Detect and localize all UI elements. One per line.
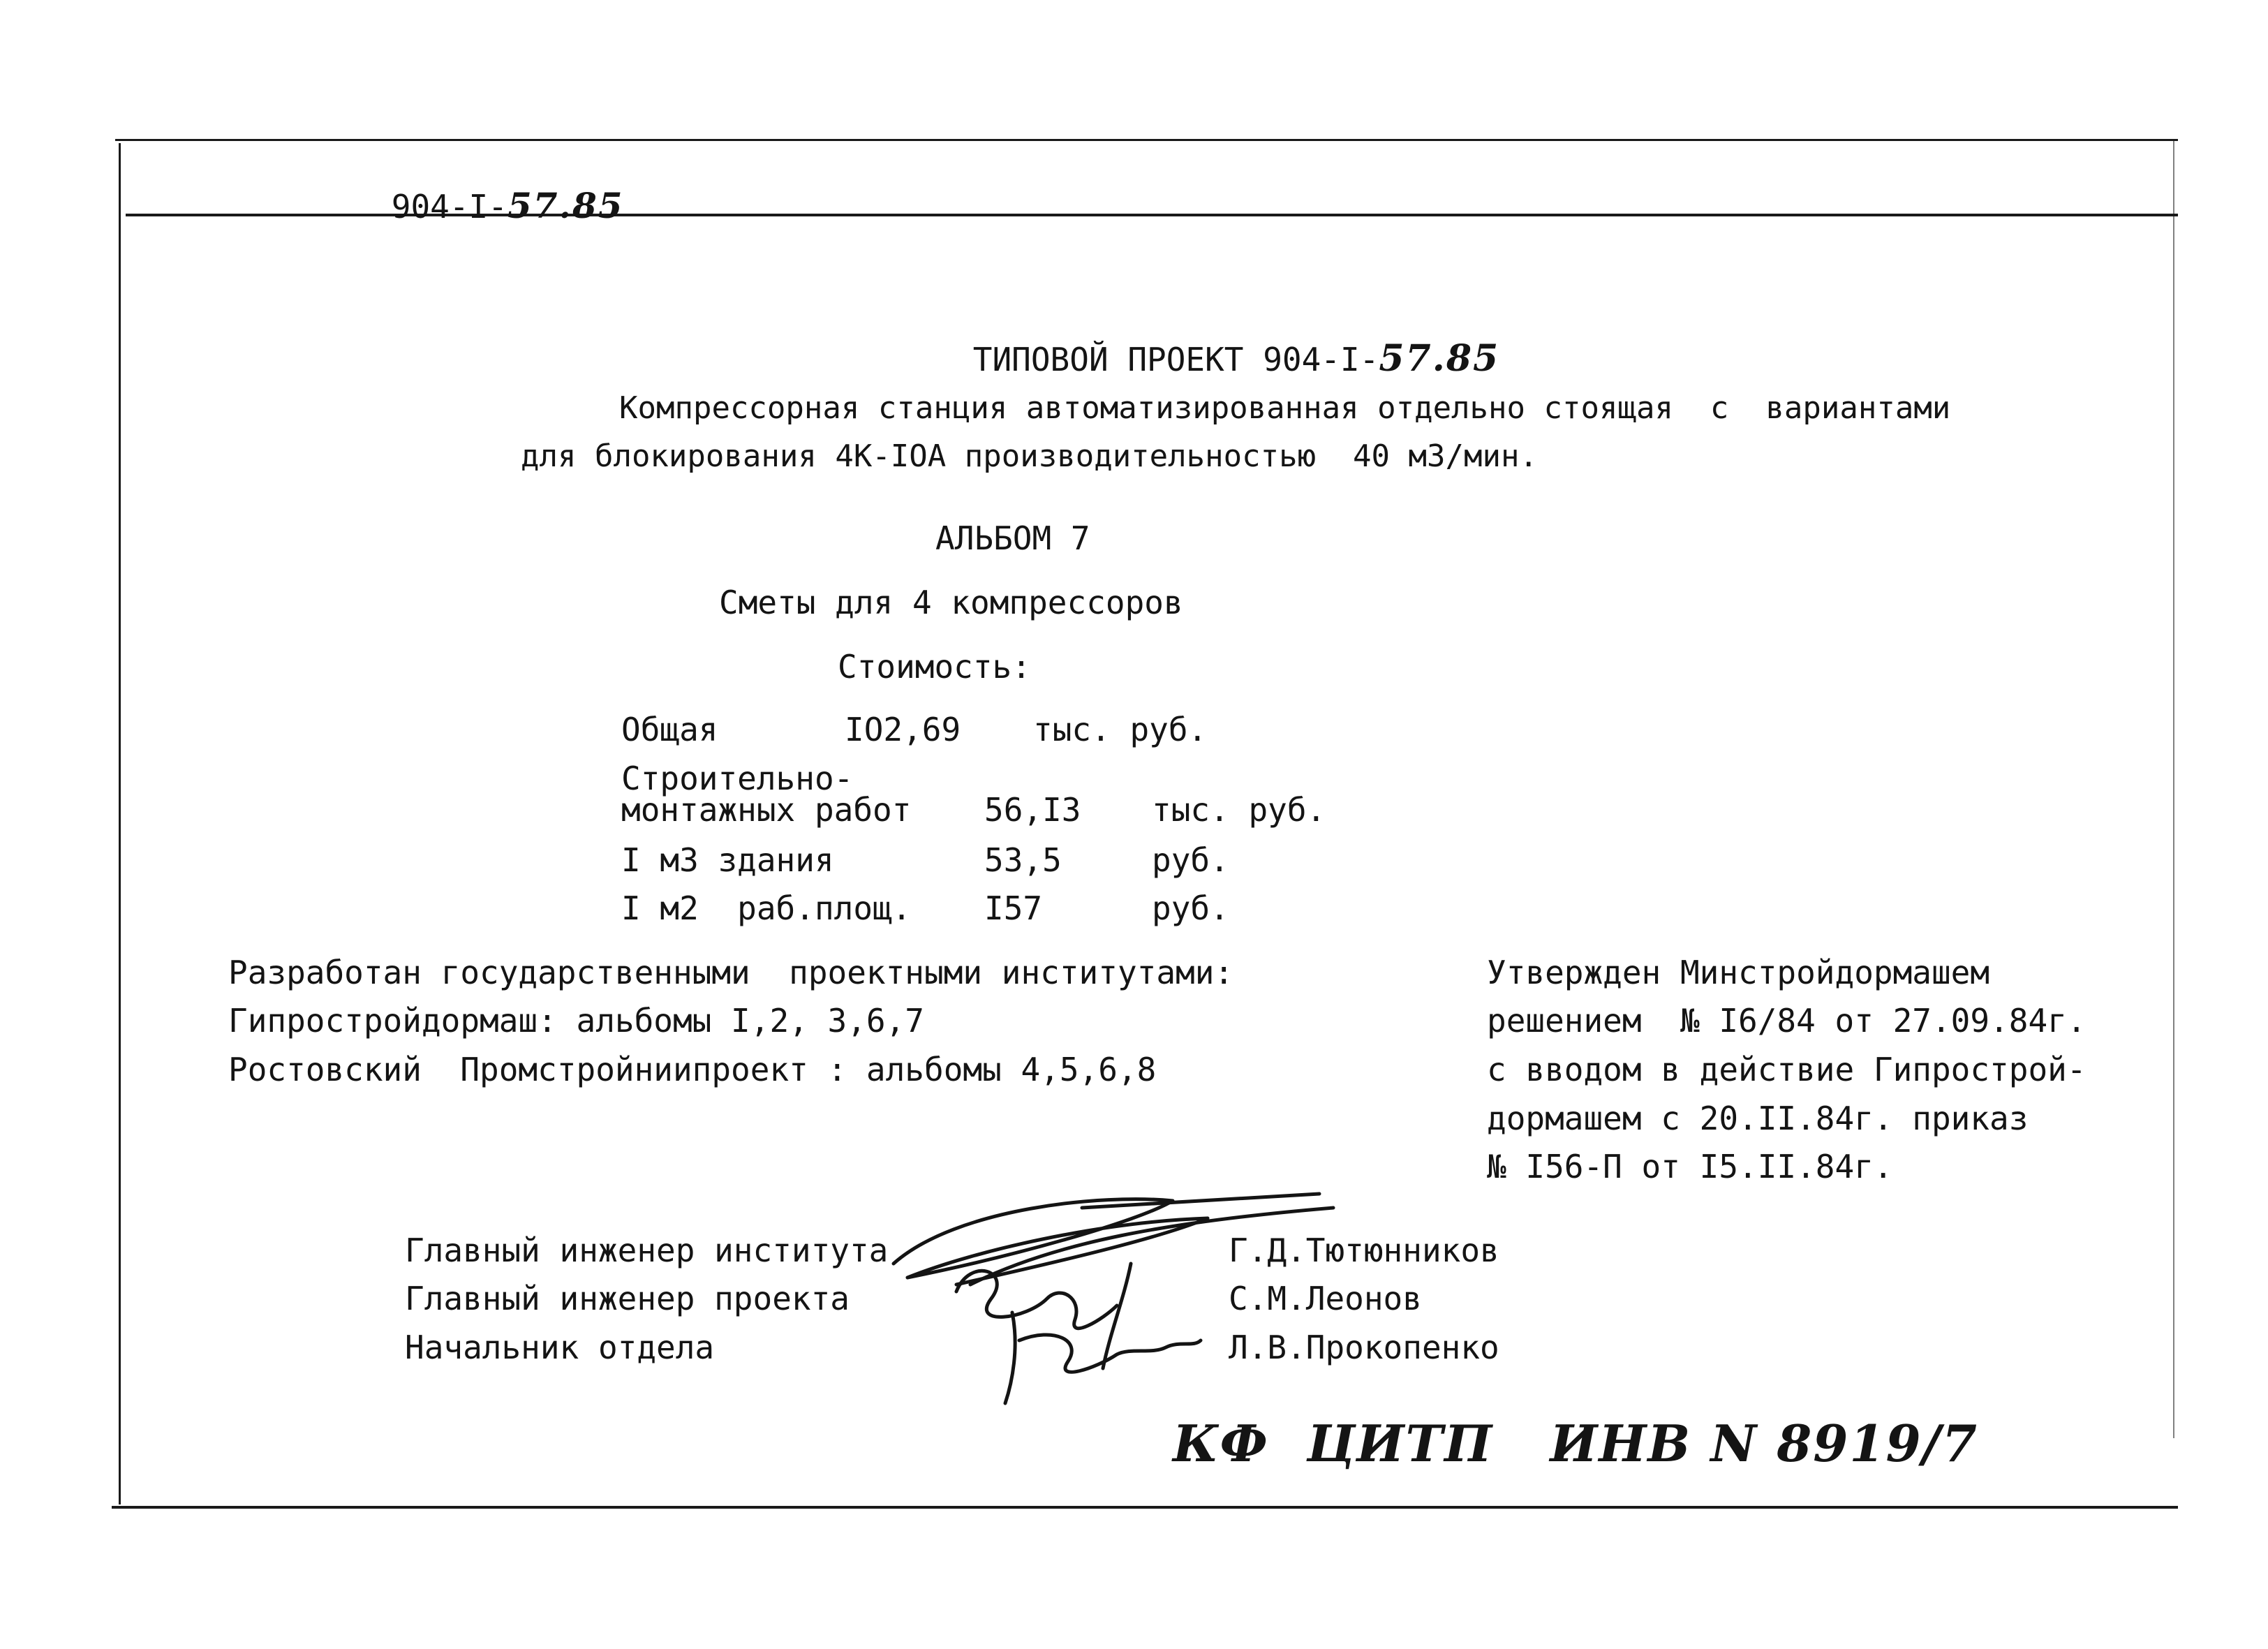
- signature-role-3: Начальник отдела: [405, 1329, 715, 1366]
- cost-row-construction-label-2: монтажных работ: [621, 791, 912, 829]
- inventory-stamp: КФ ЦИТП ИНВ N 8919/7: [1173, 1414, 1978, 1473]
- project-title-printed: ТИПОВОЙ ПРОЕКТ 904-I-: [972, 341, 1379, 378]
- cost-row-construction-value: 56,I3: [984, 791, 1081, 829]
- approved-line-2: решением № I6/84 от 27.09.84г.: [1487, 1002, 2087, 1040]
- frame-bottom-line: [112, 1506, 2178, 1509]
- developed-line-1: Разработан государственными проектными институтами:: [228, 954, 1234, 991]
- header-code: [314, 156, 624, 256]
- cost-row-area-value: I57: [984, 889, 1043, 927]
- cost-row-area-label: I м2 раб.площ.: [621, 889, 912, 927]
- developed-line-3: Ростовский Промстройниипроект : альбомы 4,5,6,8: [228, 1051, 1157, 1088]
- signature-role-1: Главный инженер института: [405, 1232, 889, 1269]
- header-code-handwritten: 57.85: [507, 185, 624, 226]
- approved-line-4: дормашем с 20.II.84г. приказ: [1487, 1100, 2029, 1137]
- approved-line-5: № I56-П от I5.II.84г.: [1487, 1148, 1893, 1185]
- cost-row-building-unit: руб.: [1152, 841, 1229, 879]
- frame-left-line: [119, 143, 121, 1504]
- cost-row-total-label: Общая: [621, 711, 718, 748]
- description-line-1: Компрессорная станция автоматизированная отдельно стоящая с вариантами: [619, 390, 1951, 426]
- approved-line-3: с вводом в действие Гипрострой-: [1487, 1051, 2087, 1088]
- handwritten-signatures: [873, 1180, 1361, 1417]
- estimates-label: Сметы для 4 компрессоров: [719, 584, 1183, 621]
- cost-row-building-label: I м3 здания: [621, 841, 834, 879]
- album-label: АЛЬБОМ 7: [935, 519, 1090, 557]
- cost-row-construction-label-1: Строительно-: [621, 760, 854, 797]
- cost-row-area-unit: руб.: [1152, 889, 1229, 927]
- frame-top-line: [115, 139, 2178, 141]
- approved-line-1: Утвержден Минстройдормашем: [1487, 954, 1990, 991]
- signature-name-2: С.М.Леонов: [1229, 1280, 1422, 1317]
- developed-line-2: Гипростройдормаш: альбомы I,2, 3,6,7: [228, 1002, 924, 1040]
- frame-right-line: [2173, 140, 2174, 1438]
- cost-heading: Стоимость:: [838, 648, 1031, 686]
- signature-role-2: Главный инженер проекта: [405, 1280, 850, 1317]
- cost-row-construction-unit: тыс. руб.: [1152, 791, 1326, 829]
- description-line-2: для блокирования 4К-IOA производительностью 40 м3/мин.: [521, 438, 1538, 474]
- header-code-printed: 904-I-: [391, 188, 507, 225]
- cost-row-total-value: IO2,69: [845, 711, 961, 748]
- project-title-handwritten: 57.85: [1379, 337, 1500, 380]
- cost-row-total-unit: тыс. руб.: [1033, 711, 1208, 748]
- cost-row-building-value: 53,5: [984, 841, 1062, 879]
- signature-name-3: Л.В.Прокопенко: [1229, 1329, 1499, 1366]
- signature-name-1: Г.Д.Тютюнников: [1229, 1232, 1499, 1269]
